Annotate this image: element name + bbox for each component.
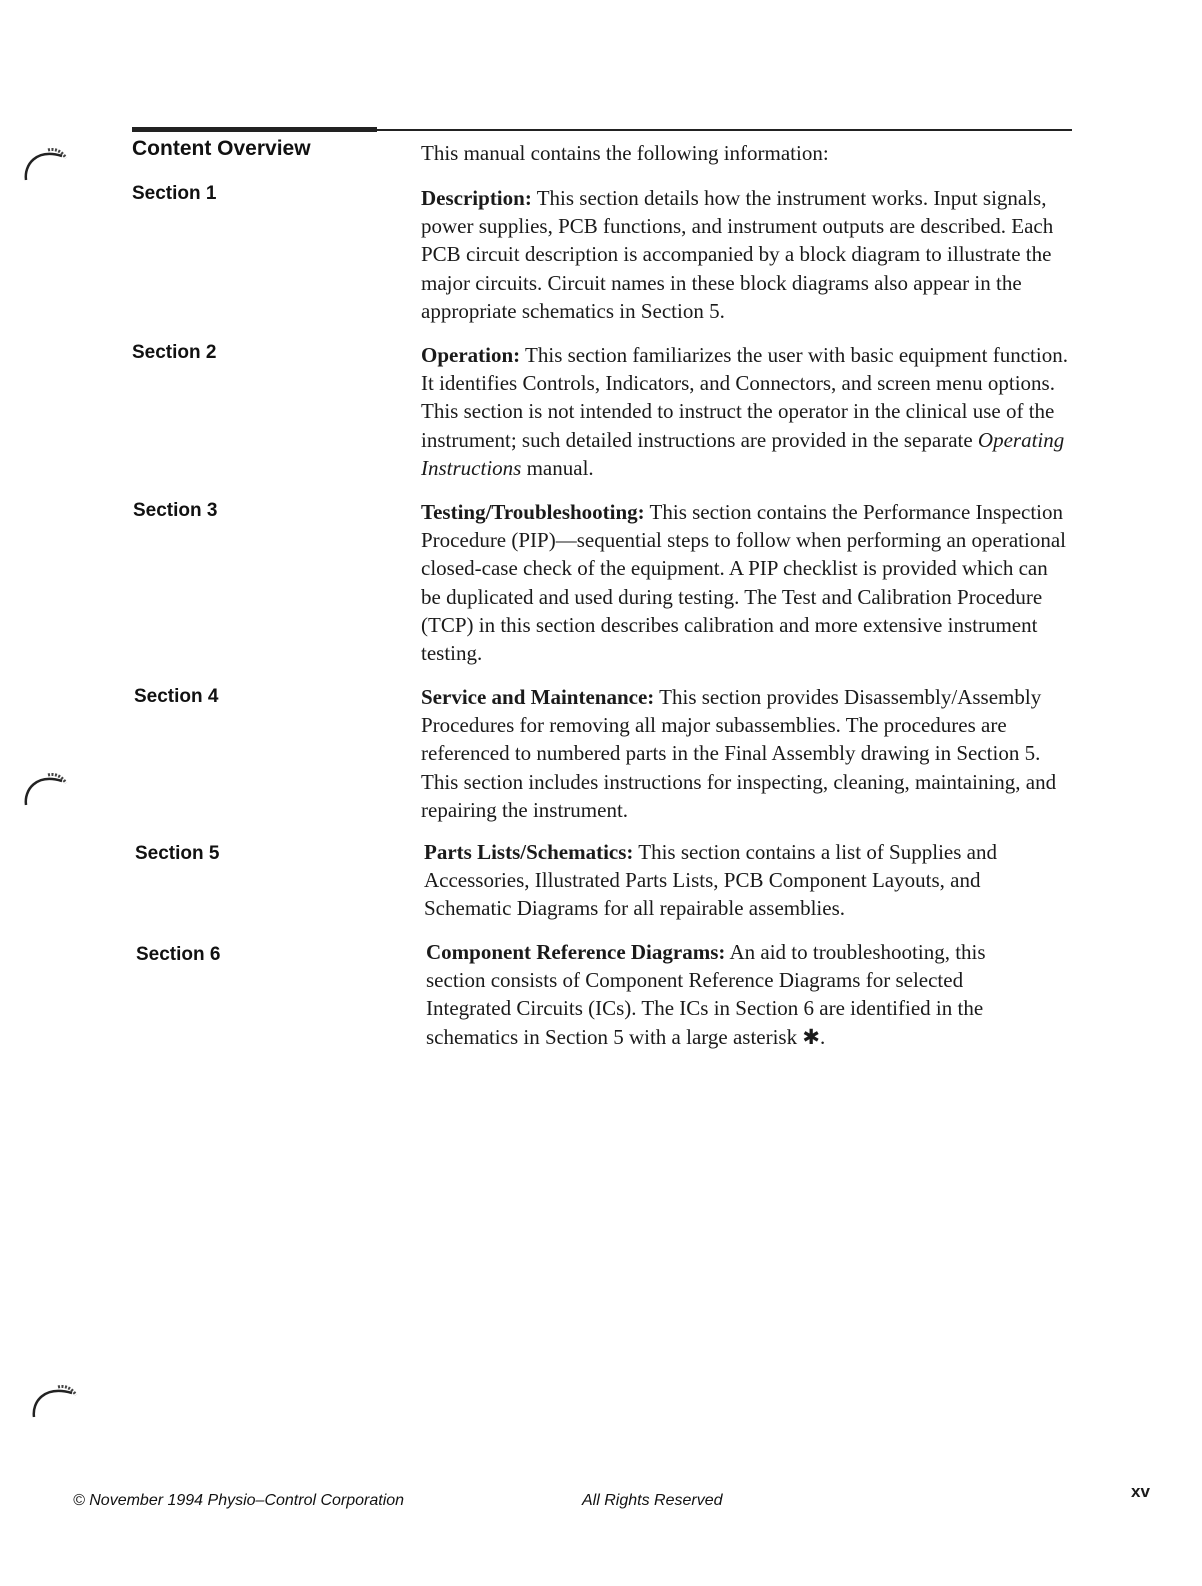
section-2-label: Section 2 xyxy=(132,342,217,363)
section-2-heading: Operation: xyxy=(421,343,521,367)
section-1-body: This section details how the instrument works. Input signals, power supplies, PCB functions, and instrument outputs are described. Each PCB circuit description is accompanied by a block diagram to illustrate the major circuits. Circuit names in these block diagrams also appear in the appropriate schematics in Section 5. xyxy=(421,186,1054,323)
section-5-heading: Parts Lists/Schematics: xyxy=(424,840,634,864)
punch-hole-mark xyxy=(30,1375,80,1435)
section-3-body: This section contains the Performance Inspection Procedure (PIP)—sequential steps to follow when performing an operational closed-case check of the equipment. A PIP checklist is provided which can be duplicated and used during testing. The Test and Calibration Procedure (TCP) in this section describes calibration and more extensive instrument testing. xyxy=(421,500,1067,666)
section-3-description xyxy=(421,498,1071,667)
footer-rights: All Rights Reserved xyxy=(582,1492,723,1509)
section-4-heading: Service and Maintenance: xyxy=(421,685,655,709)
section-3-label: Section 3 xyxy=(133,500,218,521)
section-6-body: An aid to troubleshooting, this section consists of Component Reference Diagrams for selected Integrated Circuits (ICs). The ICs in Section 6 are identified in the schematics in Section 5 with a large asterisk ✱. xyxy=(426,940,986,1049)
punch-hole-mark xyxy=(22,140,72,200)
section-4-label: Section 4 xyxy=(134,686,219,707)
punch-hole-mark xyxy=(22,765,72,825)
footer-copyright: © November 1994 Physio–Control Corporation xyxy=(73,1492,405,1509)
header-rule-thin xyxy=(377,129,1072,131)
section-6-description xyxy=(426,938,1046,1051)
section-2-body-end: manual. xyxy=(526,455,594,480)
section-2-body: This section familiarizes the user with basic equipment function. It identifies Controls, Indicators, and Connectors, and screen menu options. This section is not intended to instruct the operator in the clinical use of the instrument; such detailed instructions are provided in the separate xyxy=(421,343,1068,452)
section-4-body: This section provides Disassembly/Assembly Procedures for removing all major subassemblies. The procedures are referenced to numbered parts in the Final Assembly drawing in Section 5. This section includes instructions for inspecting, cleaning, maintaining, and repairing the instrument. xyxy=(421,685,1057,822)
section-2-manual-title: Operating Instructions xyxy=(421,427,1065,480)
section-4-description xyxy=(421,683,1066,824)
section-5-body: This section contains a list of Supplies and Accessories, Illustrated Parts Lists, PCB Component Layouts, and Schematic Diagrams for all repairable assemblies. xyxy=(424,840,997,921)
section-5-description xyxy=(424,838,1049,923)
section-1-heading: Description: xyxy=(421,186,532,210)
section-6-heading: Component Reference Diagrams: xyxy=(426,940,726,964)
section-2-description xyxy=(421,341,1071,482)
content-overview-title: Content Overview xyxy=(132,137,311,160)
header-rule-thick xyxy=(132,127,377,132)
intro-text: This manual contains the following information: xyxy=(421,141,829,165)
section-6-label: Section 6 xyxy=(136,944,221,965)
section-1-description xyxy=(421,184,1071,325)
section-3-heading: Testing/Troubleshooting: xyxy=(421,500,645,524)
section-1-label: Section 1 xyxy=(132,183,217,204)
page-number: xv xyxy=(1131,1482,1150,1501)
section-5-label: Section 5 xyxy=(135,843,220,864)
